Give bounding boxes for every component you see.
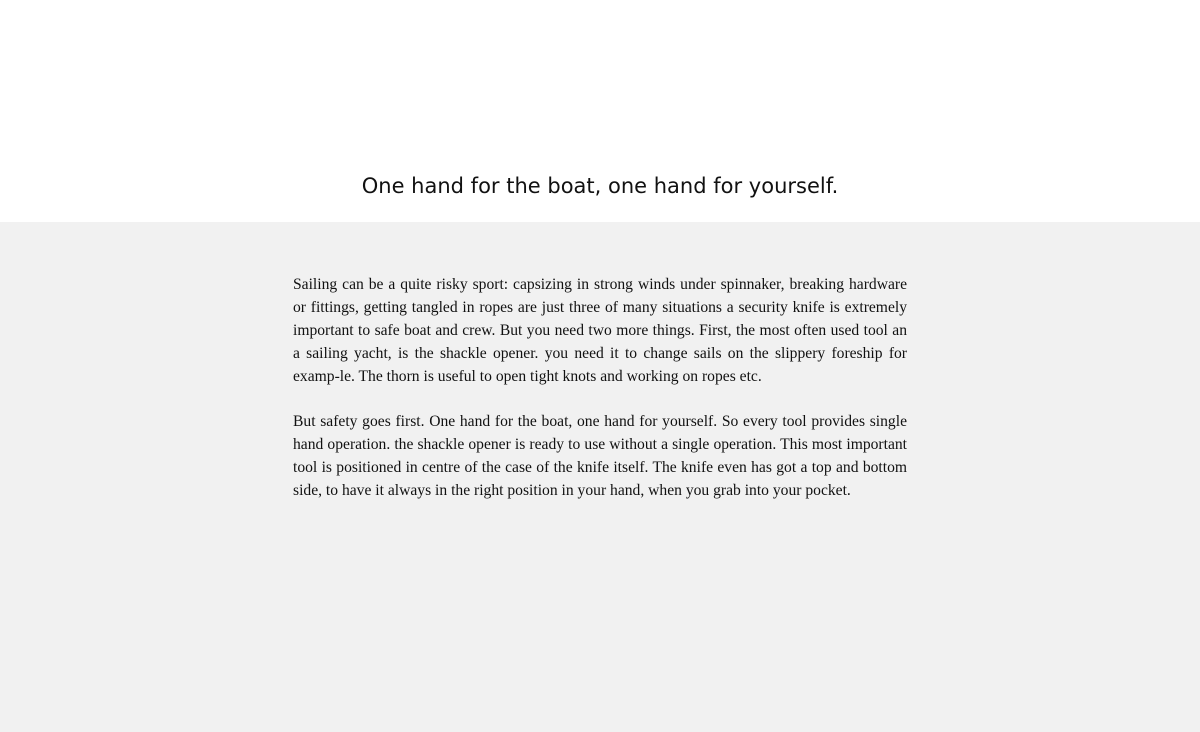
content-section (0, 222, 1200, 732)
hero-section (0, 0, 1200, 222)
paragraph-1: Sailing can be a quite risky sport: capsizing in strong winds under spinnaker, breaking hardware or fittings, getting tangled in ropes are just three of many situations a security knife is extremely important to safe boat and crew. But you need two more things. First, the most often used tool an a sailing yacht, is the shackle opener. you need it to change sails on the slippery foreship for examp-le. The thorn is useful to open tight knots and working on ropes etc. (293, 276, 907, 385)
paragraph-2: But safety goes first. One hand for the boat, one hand for yourself. So every tool provides single hand operation. the shackle opener is ready to use without a single operation. This most important tool is positioned in centre of the case of the knife itself. The knife even has got a top and bottom side, to have it always in the right position in your hand, when you grab into your pocket. (293, 413, 907, 499)
tagline-heading: One hand for the boat, one hand for yourself. (361, 174, 839, 198)
body-text-block (293, 273, 907, 524)
